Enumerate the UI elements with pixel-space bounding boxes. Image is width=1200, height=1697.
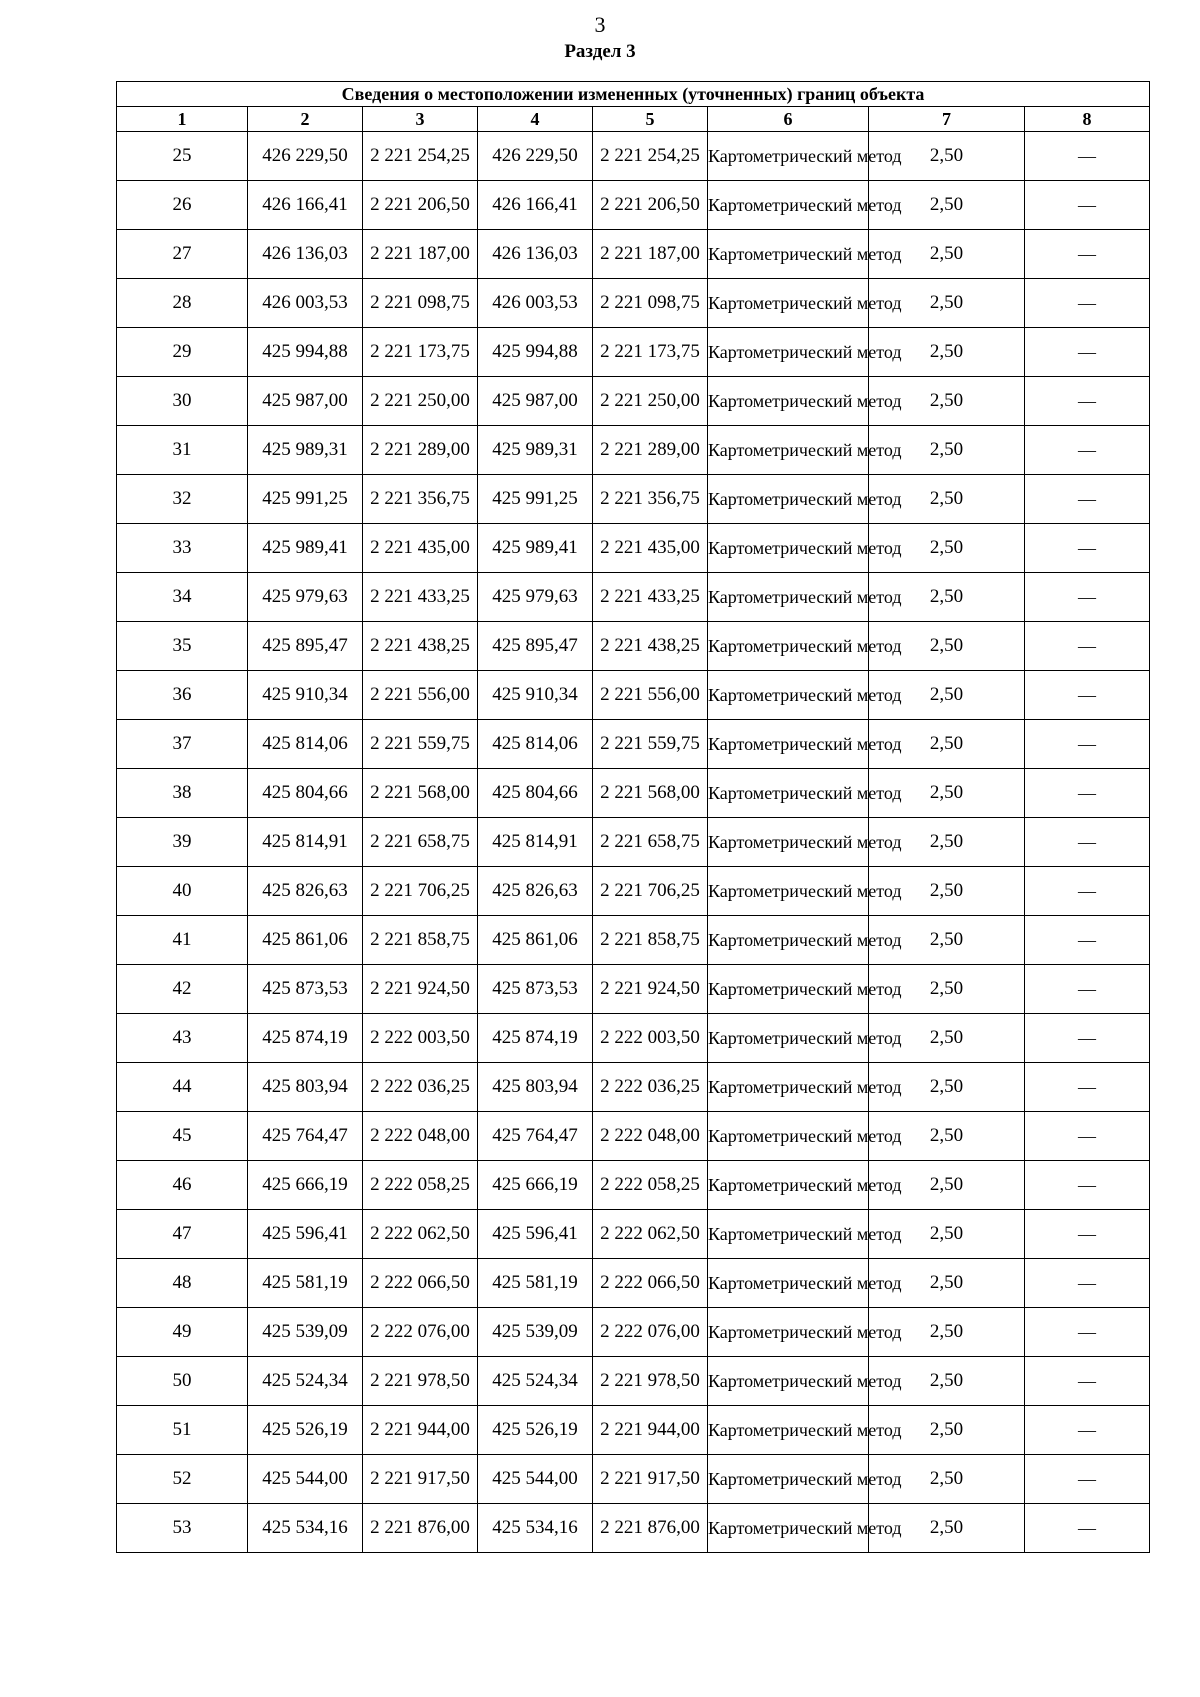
accuracy-cell: 2,50 <box>869 720 1025 769</box>
table-row <box>117 671 1150 720</box>
point-number-cell: 53 <box>117 1504 248 1553</box>
existing-y-cell: 2 222 066,50 <box>363 1259 478 1308</box>
accuracy-cell: 2,50 <box>869 1259 1025 1308</box>
accuracy-cell: 2,50 <box>869 230 1025 279</box>
table-row <box>117 1210 1150 1259</box>
note-cell: — <box>1025 1161 1150 1210</box>
refined-y-cell: 2 221 438,25 <box>593 622 708 671</box>
existing-x-cell: 425 910,34 <box>248 671 363 720</box>
note-cell: — <box>1025 720 1150 769</box>
note-cell: — <box>1025 377 1150 426</box>
note-cell: — <box>1025 230 1150 279</box>
accuracy-cell: 2,50 <box>869 132 1025 181</box>
refined-y-cell: 2 221 206,50 <box>593 181 708 230</box>
existing-y-cell: 2 221 917,50 <box>363 1455 478 1504</box>
point-number-cell: 45 <box>117 1112 248 1161</box>
refined-x-cell: 425 874,19 <box>478 1014 593 1063</box>
table-row <box>117 720 1150 769</box>
existing-x-cell: 425 814,06 <box>248 720 363 769</box>
point-number-cell: 51 <box>117 1406 248 1455</box>
point-number-cell: 26 <box>117 181 248 230</box>
point-number-cell: 25 <box>117 132 248 181</box>
refined-x-cell: 426 003,53 <box>478 279 593 328</box>
table-row <box>117 1259 1150 1308</box>
refined-y-cell: 2 222 076,00 <box>593 1308 708 1357</box>
accuracy-cell: 2,50 <box>869 769 1025 818</box>
existing-x-cell: 425 989,31 <box>248 426 363 475</box>
refined-y-cell: 2 221 559,75 <box>593 720 708 769</box>
existing-x-cell: 425 826,63 <box>248 867 363 916</box>
point-number-cell: 38 <box>117 769 248 818</box>
table-row <box>117 1308 1150 1357</box>
refined-x-cell: 425 666,19 <box>478 1161 593 1210</box>
existing-x-cell: 426 166,41 <box>248 181 363 230</box>
column-number-header: 6 <box>708 107 869 132</box>
refined-y-cell: 2 222 066,50 <box>593 1259 708 1308</box>
refined-x-cell: 425 804,66 <box>478 769 593 818</box>
existing-x-cell: 425 861,06 <box>248 916 363 965</box>
point-number-cell: 39 <box>117 818 248 867</box>
existing-y-cell: 2 221 098,75 <box>363 279 478 328</box>
existing-x-cell: 425 764,47 <box>248 1112 363 1161</box>
column-number-header: 4 <box>478 107 593 132</box>
refined-x-cell: 425 987,00 <box>478 377 593 426</box>
existing-y-cell: 2 221 289,00 <box>363 426 478 475</box>
refined-y-cell: 2 221 254,25 <box>593 132 708 181</box>
point-number-cell: 42 <box>117 965 248 1014</box>
existing-y-cell: 2 221 206,50 <box>363 181 478 230</box>
existing-y-cell: 2 222 076,00 <box>363 1308 478 1357</box>
existing-x-cell: 425 874,19 <box>248 1014 363 1063</box>
refined-x-cell: 425 764,47 <box>478 1112 593 1161</box>
refined-x-cell: 425 994,88 <box>478 328 593 377</box>
table-row <box>117 965 1150 1014</box>
method-cell: Картометрический метод <box>708 1455 869 1504</box>
accuracy-cell: 2,50 <box>869 671 1025 720</box>
existing-x-cell: 425 987,00 <box>248 377 363 426</box>
method-cell: Картометрический метод <box>708 328 869 377</box>
existing-x-cell: 425 873,53 <box>248 965 363 1014</box>
method-cell: Картометрический метод <box>708 475 869 524</box>
accuracy-cell: 2,50 <box>869 1357 1025 1406</box>
table-row <box>117 1161 1150 1210</box>
refined-x-cell: 425 991,25 <box>478 475 593 524</box>
column-numbers-row <box>117 107 1150 132</box>
table-row <box>117 1406 1150 1455</box>
point-number-cell: 43 <box>117 1014 248 1063</box>
existing-x-cell: 425 544,00 <box>248 1455 363 1504</box>
method-cell: Картометрический метод <box>708 426 869 475</box>
refined-x-cell: 425 526,19 <box>478 1406 593 1455</box>
column-number-header: 3 <box>363 107 478 132</box>
note-cell: — <box>1025 181 1150 230</box>
method-cell: Картометрический метод <box>708 916 869 965</box>
accuracy-cell: 2,50 <box>869 1112 1025 1161</box>
accuracy-cell: 2,50 <box>869 965 1025 1014</box>
refined-x-cell: 425 989,31 <box>478 426 593 475</box>
point-number-cell: 46 <box>117 1161 248 1210</box>
existing-y-cell: 2 221 559,75 <box>363 720 478 769</box>
accuracy-cell: 2,50 <box>869 328 1025 377</box>
note-cell: — <box>1025 1308 1150 1357</box>
refined-y-cell: 2 221 187,00 <box>593 230 708 279</box>
note-cell: — <box>1025 769 1150 818</box>
existing-y-cell: 2 222 003,50 <box>363 1014 478 1063</box>
table-row <box>117 426 1150 475</box>
point-number-cell: 34 <box>117 573 248 622</box>
table-row <box>117 181 1150 230</box>
refined-y-cell: 2 221 978,50 <box>593 1357 708 1406</box>
refined-y-cell: 2 222 062,50 <box>593 1210 708 1259</box>
table-row <box>117 132 1150 181</box>
point-number-cell: 36 <box>117 671 248 720</box>
method-cell: Картометрический метод <box>708 1308 869 1357</box>
column-number-header: 1 <box>117 107 248 132</box>
table-row <box>117 377 1150 426</box>
method-cell: Картометрический метод <box>708 1063 869 1112</box>
refined-x-cell: 426 229,50 <box>478 132 593 181</box>
existing-y-cell: 2 221 858,75 <box>363 916 478 965</box>
column-number-header: 5 <box>593 107 708 132</box>
refined-x-cell: 425 814,06 <box>478 720 593 769</box>
column-number-header: 7 <box>869 107 1025 132</box>
accuracy-cell: 2,50 <box>869 1455 1025 1504</box>
existing-y-cell: 2 221 187,00 <box>363 230 478 279</box>
note-cell: — <box>1025 279 1150 328</box>
existing-y-cell: 2 221 924,50 <box>363 965 478 1014</box>
method-cell: Картометрический метод <box>708 1259 869 1308</box>
refined-x-cell: 425 803,94 <box>478 1063 593 1112</box>
method-cell: Картометрический метод <box>708 1112 869 1161</box>
existing-y-cell: 2 221 356,75 <box>363 475 478 524</box>
existing-x-cell: 425 539,09 <box>248 1308 363 1357</box>
existing-x-cell: 425 524,34 <box>248 1357 363 1406</box>
refined-y-cell: 2 221 658,75 <box>593 818 708 867</box>
refined-x-cell: 425 979,63 <box>478 573 593 622</box>
existing-y-cell: 2 221 706,25 <box>363 867 478 916</box>
point-number-cell: 49 <box>117 1308 248 1357</box>
point-number-cell: 37 <box>117 720 248 769</box>
existing-x-cell: 426 003,53 <box>248 279 363 328</box>
existing-y-cell: 2 221 568,00 <box>363 769 478 818</box>
accuracy-cell: 2,50 <box>869 279 1025 328</box>
existing-y-cell: 2 222 036,25 <box>363 1063 478 1112</box>
accuracy-cell: 2,50 <box>869 573 1025 622</box>
note-cell: — <box>1025 916 1150 965</box>
existing-x-cell: 425 994,88 <box>248 328 363 377</box>
note-cell: — <box>1025 1455 1150 1504</box>
method-cell: Картометрический метод <box>708 965 869 1014</box>
refined-x-cell: 425 539,09 <box>478 1308 593 1357</box>
accuracy-cell: 2,50 <box>869 916 1025 965</box>
accuracy-cell: 2,50 <box>869 1014 1025 1063</box>
existing-x-cell: 425 895,47 <box>248 622 363 671</box>
note-cell: — <box>1025 132 1150 181</box>
accuracy-cell: 2,50 <box>869 1504 1025 1553</box>
existing-x-cell: 425 581,19 <box>248 1259 363 1308</box>
point-number-cell: 48 <box>117 1259 248 1308</box>
existing-y-cell: 2 221 658,75 <box>363 818 478 867</box>
table-row <box>117 1063 1150 1112</box>
note-cell: — <box>1025 1406 1150 1455</box>
note-cell: — <box>1025 622 1150 671</box>
table-row <box>117 1014 1150 1063</box>
method-cell: Картометрический метод <box>708 720 869 769</box>
refined-y-cell: 2 222 003,50 <box>593 1014 708 1063</box>
refined-x-cell: 425 534,16 <box>478 1504 593 1553</box>
refined-x-cell: 425 544,00 <box>478 1455 593 1504</box>
table-row <box>117 573 1150 622</box>
existing-x-cell: 426 136,03 <box>248 230 363 279</box>
section-title: Раздел 3 <box>564 41 636 62</box>
note-cell: — <box>1025 1504 1150 1553</box>
method-cell: Картометрический метод <box>708 1161 869 1210</box>
existing-x-cell: 425 803,94 <box>248 1063 363 1112</box>
point-number-cell: 32 <box>117 475 248 524</box>
method-cell: Картометрический метод <box>708 671 869 720</box>
point-number-cell: 27 <box>117 230 248 279</box>
existing-y-cell: 2 221 173,75 <box>363 328 478 377</box>
existing-x-cell: 425 814,91 <box>248 818 363 867</box>
method-cell: Картометрический метод <box>708 132 869 181</box>
existing-x-cell: 425 596,41 <box>248 1210 363 1259</box>
accuracy-cell: 2,50 <box>869 426 1025 475</box>
refined-y-cell: 2 221 356,75 <box>593 475 708 524</box>
existing-y-cell: 2 221 250,00 <box>363 377 478 426</box>
method-cell: Картометрический метод <box>708 1014 869 1063</box>
note-cell: — <box>1025 1210 1150 1259</box>
method-cell: Картометрический метод <box>708 524 869 573</box>
note-cell: — <box>1025 818 1150 867</box>
existing-x-cell: 425 989,41 <box>248 524 363 573</box>
table-row <box>117 622 1150 671</box>
refined-x-cell: 425 895,47 <box>478 622 593 671</box>
refined-y-cell: 2 221 556,00 <box>593 671 708 720</box>
table-row <box>117 1357 1150 1406</box>
point-number-cell: 44 <box>117 1063 248 1112</box>
point-number-cell: 41 <box>117 916 248 965</box>
table-row <box>117 524 1150 573</box>
refined-y-cell: 2 221 435,00 <box>593 524 708 573</box>
table-row <box>117 867 1150 916</box>
refined-y-cell: 2 221 706,25 <box>593 867 708 916</box>
table-row <box>117 916 1150 965</box>
refined-x-cell: 425 596,41 <box>478 1210 593 1259</box>
table-row <box>117 1504 1150 1553</box>
existing-y-cell: 2 221 944,00 <box>363 1406 478 1455</box>
method-cell: Картометрический метод <box>708 769 869 818</box>
point-number-cell: 50 <box>117 1357 248 1406</box>
refined-x-cell: 425 861,06 <box>478 916 593 965</box>
accuracy-cell: 2,50 <box>869 1063 1025 1112</box>
existing-x-cell: 426 229,50 <box>248 132 363 181</box>
method-cell: Картометрический метод <box>708 1357 869 1406</box>
note-cell: — <box>1025 1357 1150 1406</box>
refined-y-cell: 2 221 173,75 <box>593 328 708 377</box>
accuracy-cell: 2,50 <box>869 377 1025 426</box>
page-number: 3 <box>594 12 606 37</box>
existing-x-cell: 425 666,19 <box>248 1161 363 1210</box>
point-number-cell: 31 <box>117 426 248 475</box>
note-cell: — <box>1025 867 1150 916</box>
note-cell: — <box>1025 524 1150 573</box>
point-number-cell: 40 <box>117 867 248 916</box>
table-row <box>117 279 1150 328</box>
existing-y-cell: 2 222 058,25 <box>363 1161 478 1210</box>
note-cell: — <box>1025 328 1150 377</box>
method-cell: Картометрический метод <box>708 867 869 916</box>
method-cell: Картометрический метод <box>708 230 869 279</box>
existing-y-cell: 2 221 876,00 <box>363 1504 478 1553</box>
note-cell: — <box>1025 1063 1150 1112</box>
accuracy-cell: 2,50 <box>869 475 1025 524</box>
accuracy-cell: 2,50 <box>869 867 1025 916</box>
refined-y-cell: 2 221 944,00 <box>593 1406 708 1455</box>
accuracy-cell: 2,50 <box>869 1308 1025 1357</box>
refined-x-cell: 426 166,41 <box>478 181 593 230</box>
column-number-header: 2 <box>248 107 363 132</box>
note-cell: — <box>1025 573 1150 622</box>
table-caption: Сведения о местоположении измененных (уточненных) границ объекта <box>117 82 1150 107</box>
refined-x-cell: 425 910,34 <box>478 671 593 720</box>
note-cell: — <box>1025 1014 1150 1063</box>
refined-y-cell: 2 221 858,75 <box>593 916 708 965</box>
accuracy-cell: 2,50 <box>869 1161 1025 1210</box>
accuracy-cell: 2,50 <box>869 181 1025 230</box>
method-cell: Картометрический метод <box>708 573 869 622</box>
method-cell: Картометрический метод <box>708 1504 869 1553</box>
accuracy-cell: 2,50 <box>869 1210 1025 1259</box>
existing-y-cell: 2 221 435,00 <box>363 524 478 573</box>
existing-x-cell: 425 526,19 <box>248 1406 363 1455</box>
point-number-cell: 47 <box>117 1210 248 1259</box>
existing-y-cell: 2 222 062,50 <box>363 1210 478 1259</box>
point-number-cell: 29 <box>117 328 248 377</box>
boundary-coordinates-table <box>116 81 1150 1553</box>
point-number-cell: 30 <box>117 377 248 426</box>
refined-x-cell: 425 873,53 <box>478 965 593 1014</box>
existing-x-cell: 425 979,63 <box>248 573 363 622</box>
refined-y-cell: 2 221 917,50 <box>593 1455 708 1504</box>
table-row <box>117 230 1150 279</box>
column-number-header: 8 <box>1025 107 1150 132</box>
existing-x-cell: 425 991,25 <box>248 475 363 524</box>
refined-y-cell: 2 221 250,00 <box>593 377 708 426</box>
table-row <box>117 818 1150 867</box>
accuracy-cell: 2,50 <box>869 1406 1025 1455</box>
accuracy-cell: 2,50 <box>869 818 1025 867</box>
existing-y-cell: 2 221 433,25 <box>363 573 478 622</box>
note-cell: — <box>1025 1112 1150 1161</box>
table-row <box>117 1455 1150 1504</box>
refined-y-cell: 2 222 048,00 <box>593 1112 708 1161</box>
accuracy-cell: 2,50 <box>869 622 1025 671</box>
refined-y-cell: 2 221 876,00 <box>593 1504 708 1553</box>
table-row <box>117 769 1150 818</box>
table-row <box>117 475 1150 524</box>
method-cell: Картометрический метод <box>708 622 869 671</box>
accuracy-cell: 2,50 <box>869 524 1025 573</box>
refined-x-cell: 425 814,91 <box>478 818 593 867</box>
refined-x-cell: 425 826,63 <box>478 867 593 916</box>
point-number-cell: 35 <box>117 622 248 671</box>
method-cell: Картометрический метод <box>708 818 869 867</box>
point-number-cell: 28 <box>117 279 248 328</box>
existing-y-cell: 2 221 438,25 <box>363 622 478 671</box>
table-body <box>117 132 1150 1553</box>
point-number-cell: 33 <box>117 524 248 573</box>
refined-y-cell: 2 221 289,00 <box>593 426 708 475</box>
method-cell: Картометрический метод <box>708 377 869 426</box>
method-cell: Картометрический метод <box>708 279 869 328</box>
note-cell: — <box>1025 475 1150 524</box>
table-row <box>117 1112 1150 1161</box>
refined-y-cell: 2 221 568,00 <box>593 769 708 818</box>
existing-y-cell: 2 221 978,50 <box>363 1357 478 1406</box>
refined-x-cell: 426 136,03 <box>478 230 593 279</box>
table-row <box>117 328 1150 377</box>
refined-x-cell: 425 524,34 <box>478 1357 593 1406</box>
existing-y-cell: 2 222 048,00 <box>363 1112 478 1161</box>
refined-y-cell: 2 222 058,25 <box>593 1161 708 1210</box>
refined-y-cell: 2 221 433,25 <box>593 573 708 622</box>
note-cell: — <box>1025 1259 1150 1308</box>
method-cell: Картометрический метод <box>708 1210 869 1259</box>
refined-y-cell: 2 221 098,75 <box>593 279 708 328</box>
point-number-cell: 52 <box>117 1455 248 1504</box>
existing-x-cell: 425 804,66 <box>248 769 363 818</box>
refined-y-cell: 2 221 924,50 <box>593 965 708 1014</box>
existing-y-cell: 2 221 254,25 <box>363 132 478 181</box>
refined-x-cell: 425 989,41 <box>478 524 593 573</box>
note-cell: — <box>1025 426 1150 475</box>
method-cell: Картометрический метод <box>708 1406 869 1455</box>
refined-x-cell: 425 581,19 <box>478 1259 593 1308</box>
refined-y-cell: 2 222 036,25 <box>593 1063 708 1112</box>
existing-x-cell: 425 534,16 <box>248 1504 363 1553</box>
existing-y-cell: 2 221 556,00 <box>363 671 478 720</box>
note-cell: — <box>1025 965 1150 1014</box>
method-cell: Картометрический метод <box>708 181 869 230</box>
note-cell: — <box>1025 671 1150 720</box>
